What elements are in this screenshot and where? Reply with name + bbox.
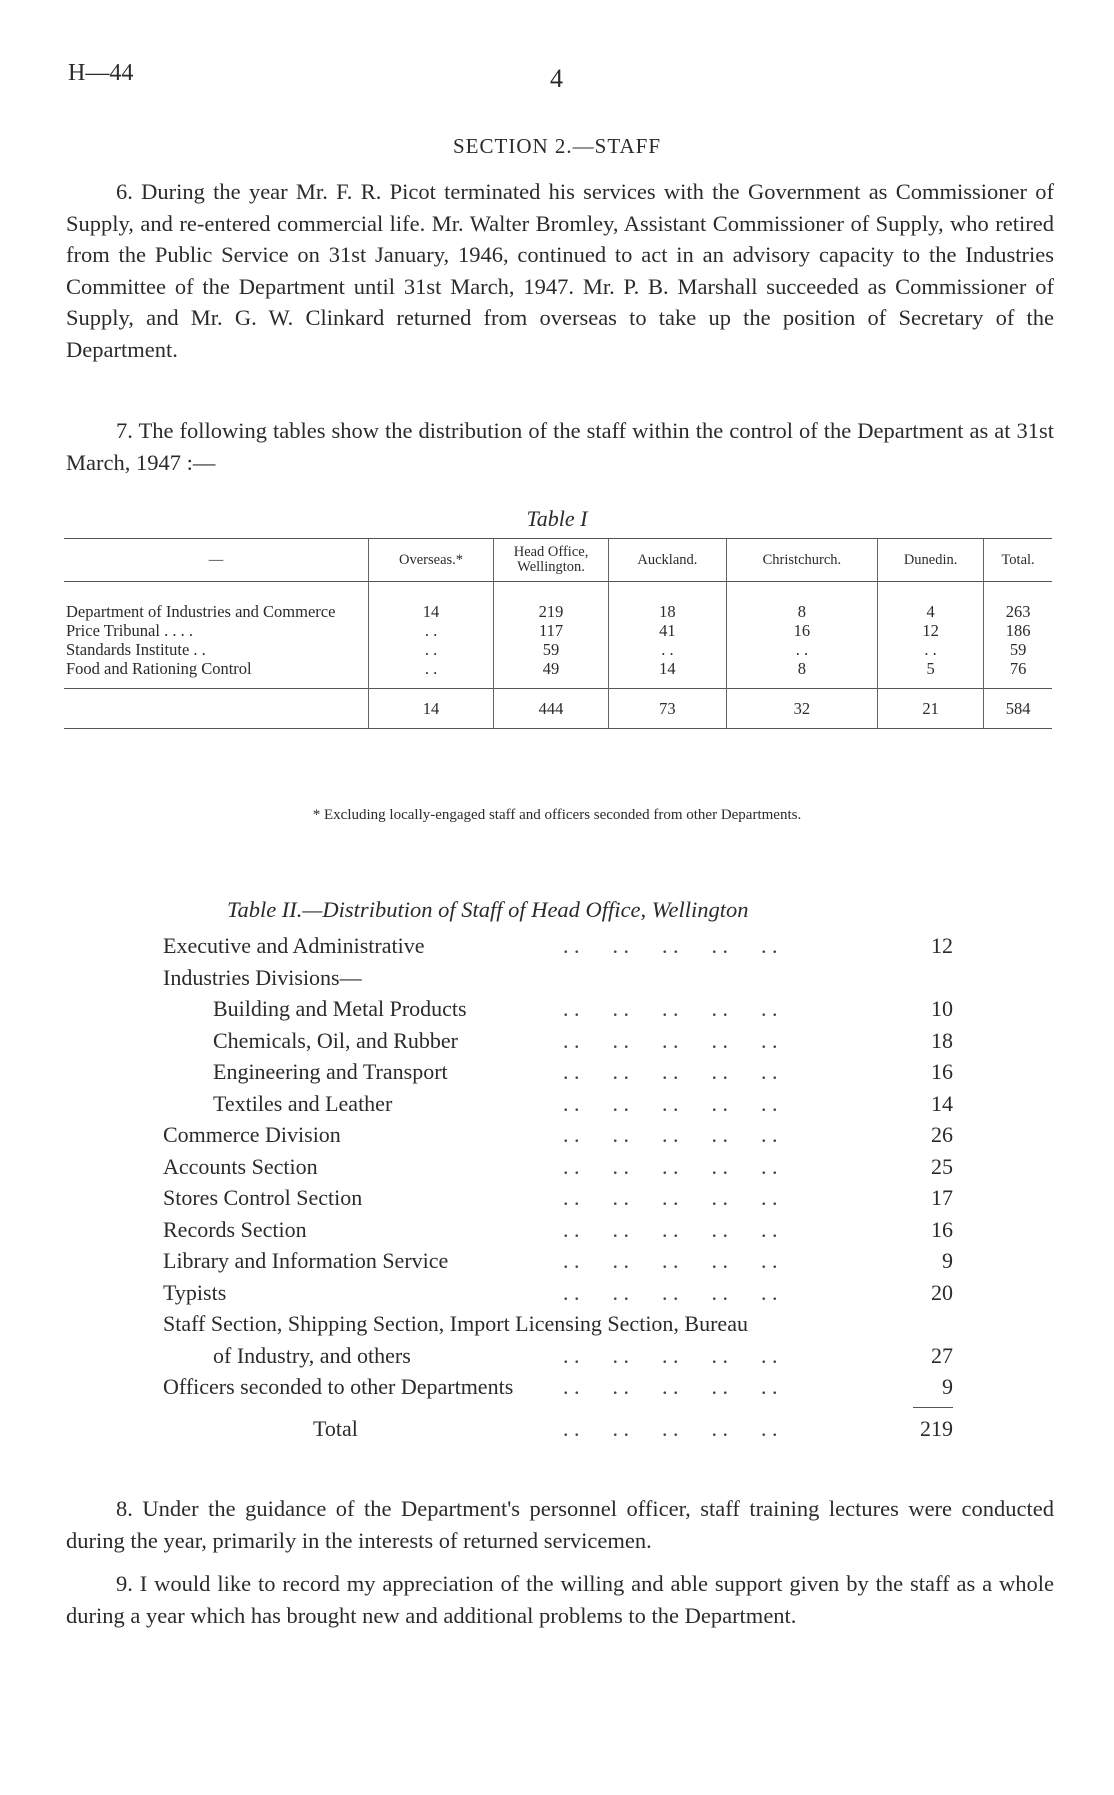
list-item-value: 26: [931, 1122, 953, 1147]
leader-dots: . . . . . . . . . .: [563, 1248, 778, 1273]
leader-dots: . . . . . . . . . .: [563, 1027, 778, 1053]
list-item-label: Chemicals, Oil, and Rubber: [213, 1027, 459, 1053]
page-number: 4: [550, 64, 563, 93]
leader-dots: . . . . . . . . . .: [563, 1185, 778, 1210]
list-item: [163, 962, 953, 994]
list-item-label: Records Section: [163, 1216, 307, 1242]
list-item-value: 20: [931, 1279, 953, 1305]
total-overseas: 14: [369, 689, 494, 729]
cell-head-office: 49: [494, 659, 609, 678]
list-item-label: Officers seconded to other Departments: [163, 1374, 514, 1399]
list-item-value: 9: [942, 1248, 953, 1273]
paragraph-7: 7. The following tables show the distribution of the staff within the control of the Department as at 31st March, 1947 :—: [66, 418, 1054, 475]
sum-rule: [913, 1407, 953, 1408]
table1-header-head-office: Head Office, Wellington.: [494, 539, 609, 582]
list-item-label: Accounts Section: [163, 1153, 318, 1179]
cell-dunedin: 5: [878, 659, 984, 678]
total-value: 219: [920, 1415, 953, 1441]
table1-header-row: [64, 539, 1052, 582]
cell-dunedin: 12: [878, 621, 984, 640]
table2-caption: Table II.—Distribution of Staff of Head Office, Wellington: [227, 897, 749, 922]
total-auckland: 73: [609, 689, 727, 729]
totals-label: [64, 689, 369, 729]
list-item: [163, 993, 953, 1025]
list-item-value: 12: [931, 933, 953, 958]
staff-distribution-table: [64, 538, 1052, 729]
cell-total: 263: [984, 582, 1052, 622]
cell-total: 59: [984, 640, 1052, 659]
table1-header-christchurch: Christchurch.: [726, 539, 877, 582]
list-item: [163, 1182, 953, 1214]
list-item: [163, 1088, 953, 1120]
list-item-value: 16: [931, 1059, 953, 1084]
list-item-label: Textiles and Leather: [213, 1090, 393, 1116]
cell-head-office: 219: [494, 582, 609, 622]
list-item-value: 10: [931, 996, 953, 1021]
list-item-value: 16: [931, 1216, 953, 1242]
cell-head-office: 59: [494, 640, 609, 659]
table-row: [64, 621, 1052, 640]
cell-head-office: 117: [494, 621, 609, 640]
leader-dots: . . . . . . . . . .: [563, 1090, 778, 1116]
section-title: SECTION 2.—STAFF: [452, 134, 661, 158]
paragraph-9: 9. I would like to record my appreciation of the willing and able support given by the staff as a whole during a year which has brought new and additional problems to the Department.: [66, 1571, 1054, 1628]
table1-header-total: Total.: [984, 539, 1052, 582]
cell-dunedin: 4: [878, 582, 984, 622]
list-item-value: 14: [931, 1090, 953, 1116]
table2-total-row: [163, 1413, 953, 1445]
cell-auckland: . .: [609, 640, 727, 659]
paragraph-6: 6. During the year Mr. F. R. Picot terminated his services with the Government as Commissioner of Supply, and re-entered commercial life. Mr. Walter Bromley, Assistant Commissioner of Supply, who retired from the Public Service on 31st January, 1946, continued to act in an advisory capacity to the Industries Committee of the Department until 31st March, 1947. Mr. P. B. Marshall succeeded as Commissioner of Supply, and Mr. G. W. Clinkard returned from overseas to take up the position of Secretary of the Department.: [66, 179, 1054, 362]
cell-overseas: 14: [369, 582, 494, 622]
list-item-label: Industries Divisions—: [163, 964, 362, 990]
list-item: [163, 1277, 953, 1309]
table1-caption: Table I: [526, 506, 588, 531]
document-code: H—44: [68, 60, 134, 86]
row-label: Food and Rationing Control: [66, 659, 252, 678]
table1-header-overseas: Overseas.*: [369, 539, 494, 582]
table1-header-blank: —: [64, 539, 369, 582]
list-item-value: 18: [931, 1027, 953, 1053]
row-label: Price Tribunal . . . .: [66, 621, 193, 640]
table1-totals-row: [64, 689, 1052, 729]
total-head-office: 444: [494, 689, 609, 729]
list-item-label: Executive and Administrative: [163, 933, 425, 958]
list-item-label: Library and Information Service: [163, 1248, 449, 1273]
table1-footnote: * Excluding locally-engaged staff and officers seconded from other Departments.: [312, 807, 802, 823]
paragraph-8: 8. Under the guidance of the Department's personnel officer, staff training lectures were conducted during the year, primarily in the interests of returned servicemen.: [66, 1496, 1054, 1553]
list-item-value: 27: [931, 1342, 953, 1368]
list-item-value: 17: [931, 1185, 953, 1210]
table-row: [64, 640, 1052, 659]
list-item-label: Stores Control Section: [163, 1185, 363, 1210]
total-grand: 584: [984, 689, 1052, 729]
cell-overseas: . .: [369, 659, 494, 678]
table-row: [64, 582, 1052, 622]
table-row: [64, 659, 1052, 678]
table1-header-dunedin: Dunedin.: [878, 539, 984, 582]
list-item: [163, 1340, 953, 1372]
list-item: [163, 1308, 953, 1340]
list-item: [163, 1371, 953, 1403]
list-item-label: Staff Section, Shipping Section, Import Licensing Section, Bureau: [163, 1311, 748, 1336]
cell-auckland: 18: [609, 582, 727, 622]
list-item-label: Typists: [163, 1279, 227, 1305]
cell-auckland: 14: [609, 659, 727, 678]
leader-dots: . . . . . . . . . .: [563, 1415, 778, 1441]
leader-dots: . . . . . . . . . .: [563, 1216, 778, 1242]
cell-christchurch: 16: [726, 621, 877, 640]
table1-header-auckland: Auckland.: [609, 539, 727, 582]
list-item: [163, 1025, 953, 1057]
cell-christchurch: 8: [726, 582, 877, 622]
list-item: [163, 1119, 953, 1151]
leader-dots: . . . . . . . . . .: [563, 1059, 778, 1084]
list-item-label: Building and Metal Products: [213, 996, 467, 1021]
total-label: Total: [313, 1415, 358, 1441]
table-spacer: [64, 678, 1052, 689]
list-item: [163, 1056, 953, 1088]
leader-dots: . . . . . . . . . .: [563, 1122, 778, 1147]
list-item: [163, 1151, 953, 1183]
cell-christchurch: 8: [726, 659, 877, 678]
list-item: [163, 1245, 953, 1277]
leader-dots: . . . . . . . . . .: [563, 933, 778, 958]
list-item-value: 25: [931, 1153, 953, 1179]
leader-dots: . . . . . . . . . .: [563, 996, 778, 1021]
list-item-label: of Industry, and others: [213, 1342, 411, 1368]
cell-overseas: . .: [369, 621, 494, 640]
cell-total: 76: [984, 659, 1052, 678]
leader-dots: . . . . . . . . . .: [563, 1153, 778, 1179]
list-item-label: Commerce Division: [163, 1122, 341, 1147]
cell-christchurch: . .: [726, 640, 877, 659]
list-item: [163, 930, 953, 962]
row-label: Standards Institute . .: [66, 640, 206, 659]
cell-overseas: . .: [369, 640, 494, 659]
leader-dots: . . . . . . . . . .: [563, 1342, 778, 1368]
list-item: [163, 1214, 953, 1246]
cell-total: 186: [984, 621, 1052, 640]
head-office-distribution-list: [163, 930, 953, 1444]
row-label: Department of Industries and Commerce: [66, 602, 336, 621]
cell-dunedin: . .: [878, 640, 984, 659]
leader-dots: . . . . . . . . . .: [563, 1374, 778, 1399]
leader-dots: . . . . . . . . . .: [563, 1279, 778, 1305]
cell-auckland: 41: [609, 621, 727, 640]
total-christchurch: 32: [726, 689, 877, 729]
total-dunedin: 21: [878, 689, 984, 729]
list-item-label: Engineering and Transport: [213, 1059, 448, 1084]
list-item-value: 9: [942, 1374, 953, 1399]
